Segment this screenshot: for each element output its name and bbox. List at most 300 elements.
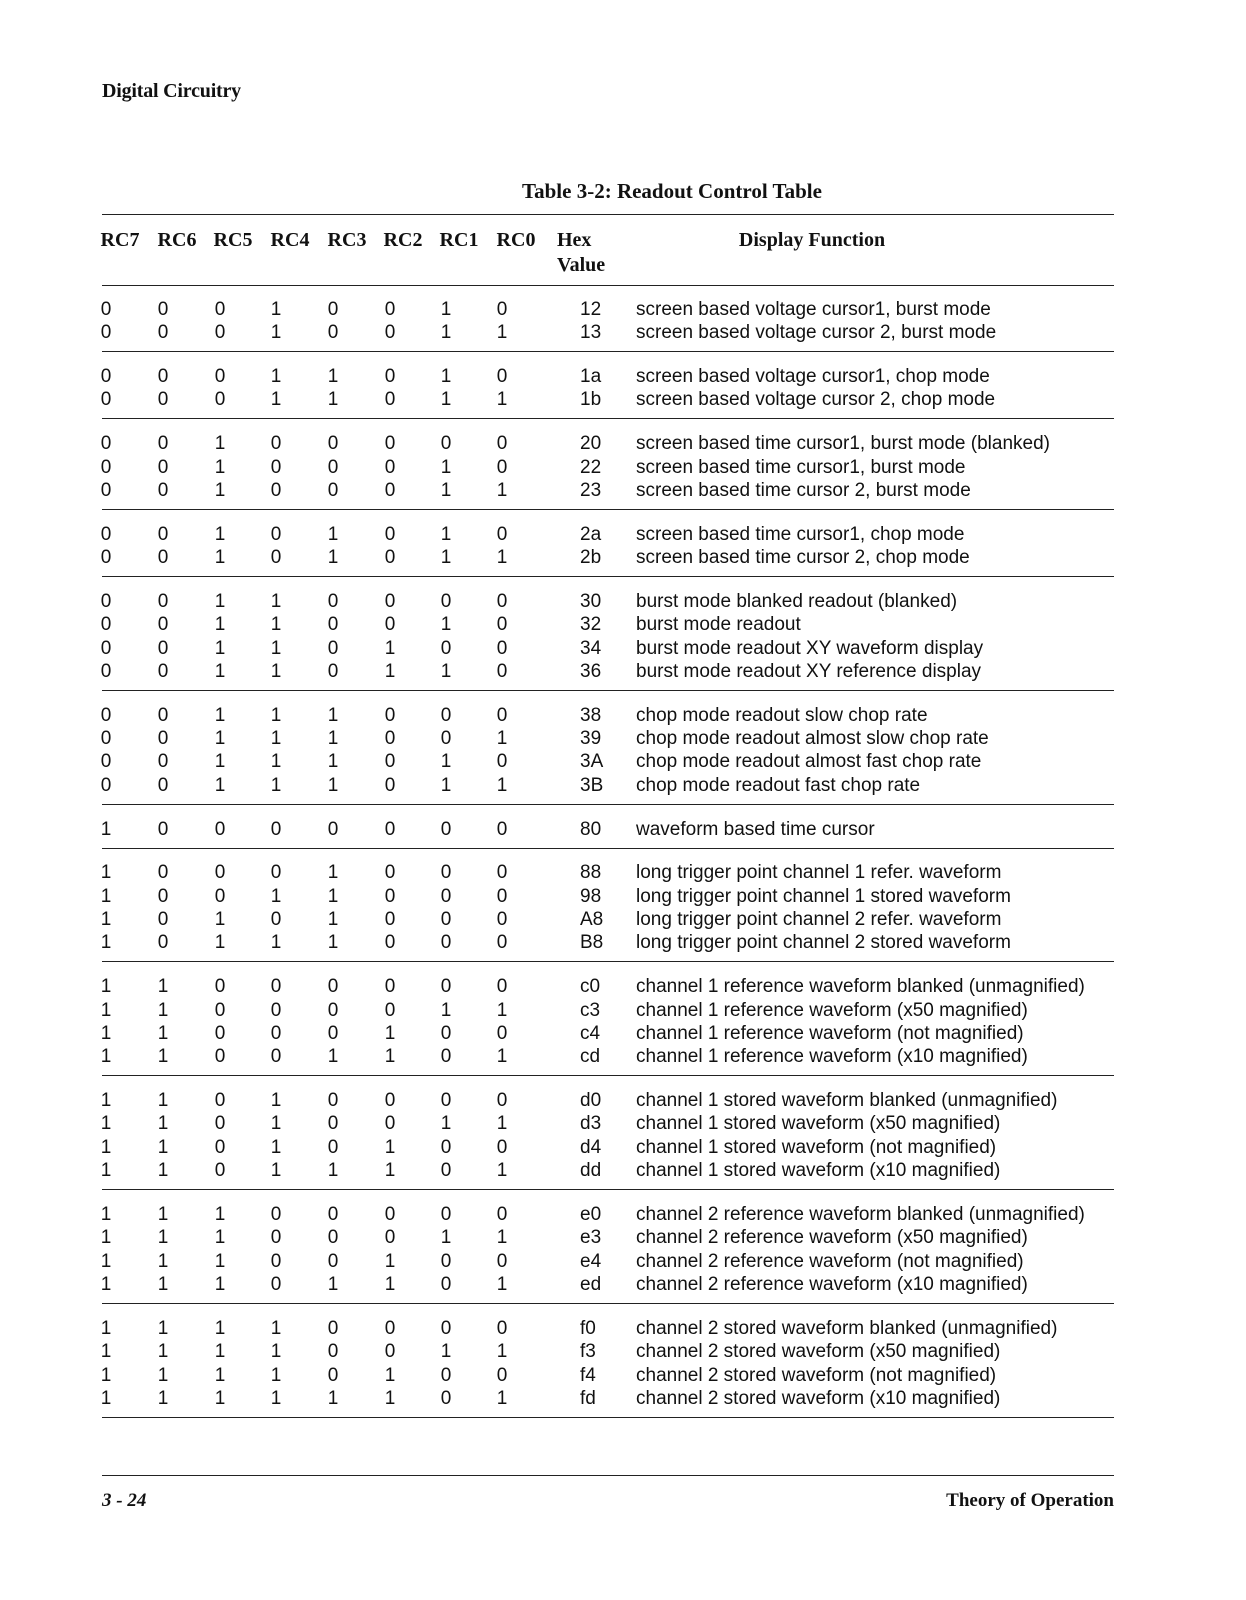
bit-cell-rc7: 0	[100, 322, 112, 344]
display-function-cell: channel 2 stored waveform blanked (unmagnified)	[636, 1317, 1058, 1339]
display-function-cell: screen based time cursor 2, chop mode	[636, 547, 970, 569]
hex-value-cell: c4	[580, 1022, 601, 1044]
hex-value-cell: 39	[580, 728, 602, 750]
bit-cell-rc4: 1	[270, 660, 282, 682]
bit-cell-rc1: 0	[440, 590, 452, 612]
bit-cell-rc3: 0	[327, 1364, 339, 1386]
display-function-cell: channel 2 stored waveform (x50 magnified)	[636, 1341, 1001, 1363]
bit-cell-rc4: 0	[270, 523, 282, 545]
hex-value-cell: e3	[580, 1227, 602, 1249]
display-function-cell: channel 2 reference waveform (x10 magnified)	[636, 1274, 1028, 1296]
bit-cell-rc6: 1	[157, 976, 169, 998]
bit-cell-rc1: 0	[440, 637, 452, 659]
hex-value-cell: e4	[580, 1250, 602, 1272]
bit-cell-rc1: 0	[440, 1136, 452, 1158]
bit-cell-rc0: 0	[496, 1090, 508, 1112]
hex-value-cell: 38	[580, 704, 602, 726]
bit-cell-rc6: 0	[157, 614, 169, 636]
display-function-cell: chop mode readout almost fast chop rate	[636, 751, 982, 773]
bit-cell-rc3: 0	[327, 1022, 339, 1044]
bit-cell-rc3: 0	[327, 433, 339, 455]
table-row	[102, 908, 1114, 931]
table-top-rule	[102, 214, 1114, 215]
column-header-rc5: RC5	[213, 229, 253, 251]
row-group	[102, 590, 1114, 684]
table-row	[102, 1159, 1114, 1182]
bit-cell-rc7: 0	[100, 590, 112, 612]
bit-cell-rc2: 0	[384, 1204, 396, 1225]
bit-cell-rc7: 1	[100, 862, 112, 884]
bit-cell-rc4: 1	[270, 728, 282, 750]
bit-cell-rc3: 0	[327, 660, 339, 682]
hex-value-cell: d0	[580, 1090, 602, 1112]
bit-cell-rc4: 1	[270, 322, 282, 344]
bit-cell-rc3: 1	[327, 774, 339, 796]
bit-cell-rc6: 1	[157, 1388, 169, 1410]
bit-cell-rc2: 0	[384, 322, 396, 344]
bit-cell-rc4: 1	[270, 1388, 282, 1410]
table-row	[102, 637, 1114, 660]
bit-cell-rc6: 0	[157, 590, 169, 612]
table-bottom-rule	[102, 1417, 1114, 1418]
table-row	[102, 1136, 1114, 1159]
bit-cell-rc6: 0	[157, 479, 169, 501]
bit-cell-rc0: 0	[496, 614, 508, 636]
bit-cell-rc1: 0	[440, 1274, 452, 1296]
bit-cell-rc6: 0	[157, 637, 169, 659]
column-header-rc0: RC0	[496, 229, 536, 251]
bit-cell-rc3: 0	[327, 1341, 339, 1363]
bit-cell-rc0: 1	[496, 479, 508, 501]
bit-cell-rc0: 1	[496, 1113, 508, 1135]
bit-cell-rc5: 1	[214, 614, 226, 636]
bit-cell-rc7: 1	[100, 818, 112, 840]
bit-cell-rc5: 1	[214, 637, 226, 659]
bit-cell-rc3: 1	[327, 885, 339, 907]
bit-cell-rc5: 1	[214, 660, 226, 682]
hex-value-cell: 34	[580, 637, 602, 659]
group-separator-rule	[102, 1303, 1114, 1304]
bit-cell-rc1: 1	[440, 660, 452, 682]
table-row	[102, 432, 1114, 455]
bit-cell-rc5: 1	[214, 523, 226, 545]
hex-value-cell: 23	[580, 479, 602, 501]
hex-value-cell: 80	[580, 818, 602, 840]
hex-value-cell: cd	[580, 1046, 601, 1068]
bit-cell-rc1: 0	[440, 1364, 452, 1386]
display-function-cell: chop mode readout slow chop rate	[636, 704, 928, 726]
bit-cell-rc7: 0	[100, 728, 112, 750]
bit-cell-rc1: 1	[440, 456, 452, 478]
table-row	[102, 931, 1114, 954]
bit-cell-rc4: 0	[270, 479, 282, 501]
bit-cell-rc0: 1	[496, 1388, 508, 1410]
bit-cell-rc7: 1	[100, 909, 112, 931]
bit-cell-rc5: 0	[214, 862, 226, 884]
bit-cell-rc2: 0	[384, 909, 396, 931]
hex-value-cell: 22	[580, 456, 602, 478]
table-row	[102, 613, 1114, 636]
bit-cell-rc3: 1	[327, 728, 339, 750]
bit-cell-rc0: 0	[496, 704, 508, 726]
bit-cell-rc0: 0	[496, 885, 508, 907]
bit-cell-rc7: 1	[100, 1250, 112, 1272]
bit-cell-rc6: 0	[157, 728, 169, 750]
bit-cell-rc4: 1	[270, 1317, 282, 1339]
table-row	[102, 861, 1114, 884]
hex-value-cell: fd	[580, 1388, 596, 1410]
hex-value-cell: dd	[580, 1160, 602, 1182]
table-row	[102, 1112, 1114, 1135]
hex-value-cell: ed	[580, 1274, 602, 1296]
bit-cell-rc5: 1	[214, 1364, 226, 1386]
bit-cell-rc4: 0	[270, 1046, 282, 1068]
bit-cell-rc5: 0	[214, 1160, 226, 1182]
display-function-cell: long trigger point channel 2 stored waveform	[636, 932, 1011, 954]
bit-cell-rc3: 0	[327, 1317, 339, 1339]
hex-value-cell: 13	[580, 322, 602, 344]
bit-cell-rc1: 0	[440, 1317, 452, 1339]
bit-cell-rc4: 0	[270, 1204, 282, 1225]
table-row	[102, 1364, 1114, 1387]
display-function-cell: burst mode readout XY reference display	[636, 660, 982, 682]
bit-cell-rc3: 1	[327, 523, 339, 545]
bit-cell-rc0: 1	[496, 322, 508, 344]
hex-value-cell: c3	[580, 999, 601, 1021]
table-row	[102, 365, 1114, 388]
display-function-cell: channel 2 reference waveform (x50 magnified)	[636, 1227, 1028, 1249]
bit-cell-rc6: 1	[157, 1046, 169, 1068]
hex-value-cell: d3	[580, 1113, 602, 1135]
bit-cell-rc3: 1	[327, 1046, 339, 1068]
bit-cell-rc7: 0	[100, 660, 112, 682]
bit-cell-rc5: 1	[214, 1250, 226, 1272]
bit-cell-rc4: 1	[270, 704, 282, 726]
bit-cell-rc0: 0	[496, 590, 508, 612]
hex-value-cell: d4	[580, 1136, 602, 1158]
bit-cell-rc3: 1	[327, 909, 339, 931]
bit-cell-rc2: 0	[384, 728, 396, 750]
hex-value-cell: 36	[580, 660, 602, 682]
hex-value-cell: f0	[580, 1317, 596, 1339]
bit-cell-rc7: 1	[100, 1388, 112, 1410]
row-group	[102, 1089, 1114, 1183]
hex-value-cell: 3B	[580, 774, 604, 796]
bit-cell-rc6: 0	[157, 523, 169, 545]
bit-cell-rc4: 0	[270, 1250, 282, 1272]
row-group	[102, 432, 1114, 502]
bit-cell-rc0: 1	[496, 547, 508, 569]
bit-cell-rc6: 0	[157, 366, 169, 388]
hex-value-cell: c0	[580, 976, 601, 998]
hex-value-cell: f3	[580, 1341, 596, 1363]
bit-cell-rc0: 0	[496, 523, 508, 545]
bit-cell-rc0: 1	[496, 1227, 508, 1249]
table-row	[102, 1273, 1114, 1296]
bit-cell-rc0: 0	[496, 433, 508, 455]
column-header-hex	[557, 228, 605, 278]
bit-cell-rc4: 1	[270, 1341, 282, 1363]
bit-cell-rc0: 1	[496, 728, 508, 750]
bit-cell-rc1: 1	[440, 614, 452, 636]
bit-cell-rc1: 0	[440, 1250, 452, 1272]
bit-cell-rc6: 0	[157, 909, 169, 931]
bit-cell-rc0: 0	[496, 976, 508, 998]
bit-cell-rc1: 0	[440, 862, 452, 884]
bit-cell-rc7: 1	[100, 999, 112, 1021]
display-function-cell: channel 1 reference waveform blanked (unmagnified)	[636, 976, 1085, 998]
bit-cell-rc6: 0	[157, 389, 169, 411]
bit-cell-rc6: 0	[157, 932, 169, 954]
bit-cell-rc7: 0	[100, 366, 112, 388]
bit-cell-rc5: 1	[214, 1227, 226, 1249]
bit-cell-rc1: 1	[440, 547, 452, 569]
bit-cell-rc2: 1	[384, 1160, 396, 1182]
bit-cell-rc4: 1	[270, 389, 282, 411]
bit-cell-rc5: 1	[214, 456, 226, 478]
bit-cell-rc1: 1	[440, 479, 452, 501]
table-row	[102, 999, 1114, 1022]
bit-cell-rc2: 1	[384, 1250, 396, 1272]
bit-cell-rc7: 1	[100, 1204, 112, 1225]
bit-cell-rc5: 1	[214, 932, 226, 954]
bit-cell-rc0: 1	[496, 1046, 508, 1068]
bit-cell-rc3: 0	[327, 976, 339, 998]
bit-cell-rc4: 1	[270, 1136, 282, 1158]
column-header-rc7: RC7	[100, 229, 140, 251]
bit-cell-rc5: 1	[214, 728, 226, 750]
bit-cell-rc1: 0	[440, 818, 452, 840]
bit-cell-rc0: 0	[496, 299, 508, 320]
bit-cell-rc5: 0	[214, 1090, 226, 1112]
group-separator-rule	[102, 690, 1114, 691]
bit-cell-rc5: 0	[214, 885, 226, 907]
column-header-hex-line2: Value	[557, 254, 606, 276]
bit-cell-rc2: 1	[384, 1046, 396, 1068]
bit-cell-rc2: 0	[384, 818, 396, 840]
group-separator-rule	[102, 509, 1114, 510]
display-function-cell: channel 2 stored waveform (not magnified)	[636, 1364, 997, 1386]
bit-cell-rc7: 1	[100, 1274, 112, 1296]
group-separator-rule	[102, 351, 1114, 352]
display-function-cell: long trigger point channel 1 stored waveform	[636, 885, 1011, 907]
bit-cell-rc0: 1	[496, 999, 508, 1021]
bit-cell-rc7: 1	[100, 1317, 112, 1339]
display-function-cell: channel 1 stored waveform (x50 magnified)	[636, 1113, 1001, 1135]
bit-cell-rc2: 0	[384, 1113, 396, 1135]
bit-cell-rc7: 1	[100, 932, 112, 954]
bit-cell-rc0: 0	[496, 1250, 508, 1272]
bit-cell-rc5: 0	[214, 999, 226, 1021]
bit-cell-rc1: 1	[440, 366, 452, 388]
hex-value-cell: B8	[580, 932, 604, 954]
bit-cell-rc6: 0	[157, 660, 169, 682]
bit-cell-rc6: 1	[157, 1022, 169, 1044]
bit-cell-rc1: 0	[440, 932, 452, 954]
bit-cell-rc7: 0	[100, 614, 112, 636]
page-number: 3 - 24	[102, 1490, 147, 1511]
bit-cell-rc7: 0	[100, 523, 112, 545]
table-row	[102, 321, 1114, 344]
bit-cell-rc6: 0	[157, 456, 169, 478]
bit-cell-rc3: 1	[327, 547, 339, 569]
bit-cell-rc2: 0	[384, 590, 396, 612]
display-function-cell: screen based voltage cursor1, chop mode	[636, 366, 990, 388]
display-function-cell: screen based voltage cursor 2, burst mode	[636, 322, 997, 344]
column-header-rc2: RC2	[383, 229, 423, 251]
table-row	[102, 523, 1114, 546]
bit-cell-rc7: 0	[100, 433, 112, 455]
bit-cell-rc6: 0	[157, 433, 169, 455]
table-row	[102, 479, 1114, 502]
row-group	[102, 1203, 1114, 1297]
column-header-hex-line1: Hex	[557, 229, 592, 251]
bit-cell-rc1: 1	[440, 774, 452, 796]
bit-cell-rc5: 0	[214, 1022, 226, 1044]
hex-value-cell: 1a	[580, 366, 602, 388]
table-row	[102, 774, 1114, 797]
bit-cell-rc2: 0	[384, 456, 396, 478]
bit-cell-rc4: 0	[270, 433, 282, 455]
row-group	[102, 1317, 1114, 1411]
bit-cell-rc6: 1	[157, 999, 169, 1021]
bit-cell-rc2: 0	[384, 1227, 396, 1249]
bit-cell-rc7: 1	[100, 1160, 112, 1182]
bit-cell-rc0: 1	[496, 774, 508, 796]
bit-cell-rc0: 0	[496, 932, 508, 954]
bit-cell-rc1: 0	[440, 885, 452, 907]
running-head: Digital Circuitry	[102, 80, 241, 102]
bit-cell-rc3: 1	[327, 862, 339, 884]
bit-cell-rc7: 1	[100, 1090, 112, 1112]
bit-cell-rc4: 0	[270, 862, 282, 884]
bit-cell-rc3: 1	[327, 389, 339, 411]
bit-cell-rc0: 0	[496, 1204, 508, 1225]
bit-cell-rc4: 0	[270, 1227, 282, 1249]
bit-cell-rc2: 0	[384, 751, 396, 773]
bit-cell-rc5: 0	[214, 818, 226, 840]
table-row	[102, 1317, 1114, 1340]
bit-cell-rc5: 1	[214, 1388, 226, 1410]
display-function-cell: screen based time cursor 2, burst mode	[636, 479, 971, 501]
bit-cell-rc0: 0	[496, 909, 508, 931]
group-separator-rule	[102, 961, 1114, 962]
bit-cell-rc2: 0	[384, 1317, 396, 1339]
bit-cell-rc5: 0	[214, 1046, 226, 1068]
display-function-cell: channel 1 reference waveform (not magnified)	[636, 1022, 1024, 1044]
display-function-cell: channel 2 reference waveform blanked (unmagnified)	[636, 1204, 1085, 1225]
display-function-cell: screen based voltage cursor1, burst mode	[636, 299, 991, 320]
bit-cell-rc1: 0	[440, 1046, 452, 1068]
bit-cell-rc0: 0	[496, 1317, 508, 1339]
display-function-cell: screen based time cursor1, burst mode (blanked)	[636, 433, 1050, 455]
bit-cell-rc6: 1	[157, 1250, 169, 1272]
bit-cell-rc5: 1	[214, 590, 226, 612]
display-function-cell: screen based time cursor1, chop mode	[636, 523, 965, 545]
bit-cell-rc3: 1	[327, 751, 339, 773]
bit-cell-rc0: 0	[496, 1022, 508, 1044]
bit-cell-rc6: 1	[157, 1204, 169, 1225]
bit-cell-rc0: 1	[496, 1274, 508, 1296]
table-row	[102, 1387, 1114, 1410]
row-group	[102, 365, 1114, 412]
bit-cell-rc7: 1	[100, 1022, 112, 1044]
bit-cell-rc6: 1	[157, 1136, 169, 1158]
hex-value-cell: 1b	[580, 389, 602, 411]
bit-cell-rc6: 0	[157, 751, 169, 773]
bit-cell-rc4: 1	[270, 932, 282, 954]
bit-cell-rc2: 0	[384, 547, 396, 569]
bit-cell-rc4: 1	[270, 1090, 282, 1112]
bit-cell-rc2: 0	[384, 932, 396, 954]
bit-cell-rc2: 0	[384, 704, 396, 726]
bit-cell-rc3: 0	[327, 1250, 339, 1272]
bit-cell-rc4: 0	[270, 547, 282, 569]
bit-cell-rc4: 0	[270, 1022, 282, 1044]
hex-value-cell: A8	[580, 909, 604, 931]
column-header-rc4: RC4	[270, 229, 310, 251]
column-header-display-function: Display Function	[738, 229, 886, 251]
bit-cell-rc3: 0	[327, 1204, 339, 1225]
row-group	[102, 975, 1114, 1069]
bit-cell-rc2: 1	[384, 660, 396, 682]
bit-cell-rc2: 0	[384, 774, 396, 796]
bit-cell-rc7: 1	[100, 1136, 112, 1158]
display-function-cell: waveform based time cursor	[636, 818, 875, 840]
bit-cell-rc7: 1	[100, 1227, 112, 1249]
bit-cell-rc5: 1	[214, 909, 226, 931]
bit-cell-rc1: 0	[440, 1160, 452, 1182]
bit-cell-rc0: 1	[496, 1341, 508, 1363]
bit-cell-rc3: 0	[327, 322, 339, 344]
bit-cell-rc3: 1	[327, 1160, 339, 1182]
display-function-cell: channel 2 reference waveform (not magnified)	[636, 1250, 1024, 1272]
bit-cell-rc6: 0	[157, 862, 169, 884]
bit-cell-rc4: 1	[270, 614, 282, 636]
bit-cell-rc2: 0	[384, 976, 396, 998]
bit-cell-rc5: 1	[214, 1204, 226, 1225]
bit-cell-rc2: 1	[384, 1136, 396, 1158]
hex-value-cell: 3A	[580, 751, 604, 773]
bit-cell-rc3: 0	[327, 1090, 339, 1112]
table-row	[102, 590, 1114, 613]
bit-cell-rc5: 1	[214, 1341, 226, 1363]
display-function-cell: burst mode blanked readout (blanked)	[636, 590, 958, 612]
column-header-rc3: RC3	[327, 229, 367, 251]
bit-cell-rc3: 0	[327, 299, 339, 320]
display-function-cell: long trigger point channel 2 refer. waveform	[636, 909, 1002, 931]
bit-cell-rc6: 1	[157, 1364, 169, 1386]
bit-cell-rc6: 1	[157, 1160, 169, 1182]
hex-value-cell: 88	[580, 862, 602, 884]
bit-cell-rc3: 1	[327, 1388, 339, 1410]
bit-cell-rc1: 1	[440, 389, 452, 411]
row-group	[102, 704, 1114, 798]
bit-cell-rc7: 1	[100, 976, 112, 998]
bit-cell-rc2: 0	[384, 433, 396, 455]
bit-cell-rc6: 1	[157, 1113, 169, 1135]
bit-cell-rc5: 1	[214, 479, 226, 501]
bit-cell-rc7: 0	[100, 299, 112, 320]
bit-cell-rc1: 1	[440, 523, 452, 545]
bit-cell-rc7: 0	[100, 547, 112, 569]
bit-cell-rc2: 1	[384, 637, 396, 659]
bit-cell-rc4: 0	[270, 1274, 282, 1296]
bit-cell-rc2: 0	[384, 366, 396, 388]
footer-rule	[102, 1475, 1114, 1476]
bit-cell-rc4: 1	[270, 637, 282, 659]
hex-value-cell: f4	[580, 1364, 596, 1386]
